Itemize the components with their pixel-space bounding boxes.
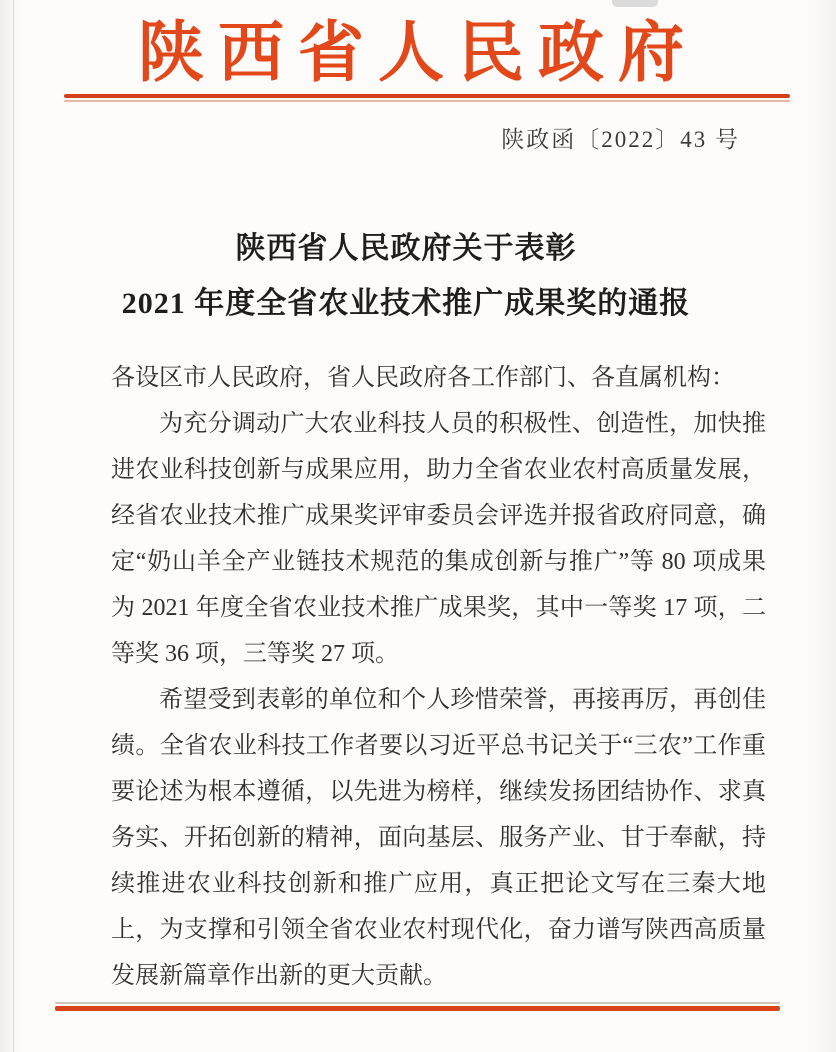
title-line-1: 陕西省人民政府关于表彰 bbox=[235, 232, 577, 265]
document-body bbox=[111, 355, 766, 999]
divider-thick-line bbox=[64, 94, 790, 98]
document-title bbox=[0, 221, 812, 331]
body-paragraphs bbox=[111, 401, 766, 999]
body-paragraph: 希望受到表彰的单位和个人珍惜荣誉，再接再厉，再创佳绩。全省农业科技工作者要以习近平总书记关于“三农”工作重要论述为根本遵循，以先进为榜样，继续发扬团结协作、求真务实、开拓创新的精神，面向基层、服务产业、甘于奉献，持续推进农业科技创新和推广应用，真正把论文写在三秦大地上，为支撑和引领全省农业农村现代化，奋力谱写陕西高质量发展新篇章作出新的更大贡献。 bbox=[111, 687, 766, 989]
divider-thin-line bbox=[64, 100, 790, 102]
page-edge-shadow bbox=[13, 0, 14, 1052]
masthead-title: 陕西省人民政府 bbox=[138, 17, 698, 90]
divider-thick-line bbox=[55, 1006, 780, 1011]
salutation-line: 各设区市人民政府，省人民政府各工作部门、各直属机构： bbox=[111, 365, 735, 391]
divider-thin-line bbox=[55, 1002, 780, 1004]
body-paragraph: 为充分调动广大农业科技人员的积极性、创造性，加快推进农业科技创新与成果应用，助力全省农业农村高质量发展，经省农业技术推广成果奖评审委员会评选并报省政府同意，确定“奶山羊全产业链技术规范的集成创新与推广”等 80 项成果为 2021 年度全省农业技术推广成果奖，其中一等奖 17 项，二等奖 36 项，三等奖 27 项。 bbox=[111, 411, 766, 667]
document-number: 陕政函〔2022〕43 号 bbox=[501, 127, 740, 152]
footer-divider bbox=[55, 1002, 780, 1011]
title-line-2: 2021 年度全省农业技术推广成果奖的通报 bbox=[121, 287, 691, 320]
scan-artifact bbox=[612, 0, 658, 7]
masthead-divider bbox=[64, 94, 790, 102]
